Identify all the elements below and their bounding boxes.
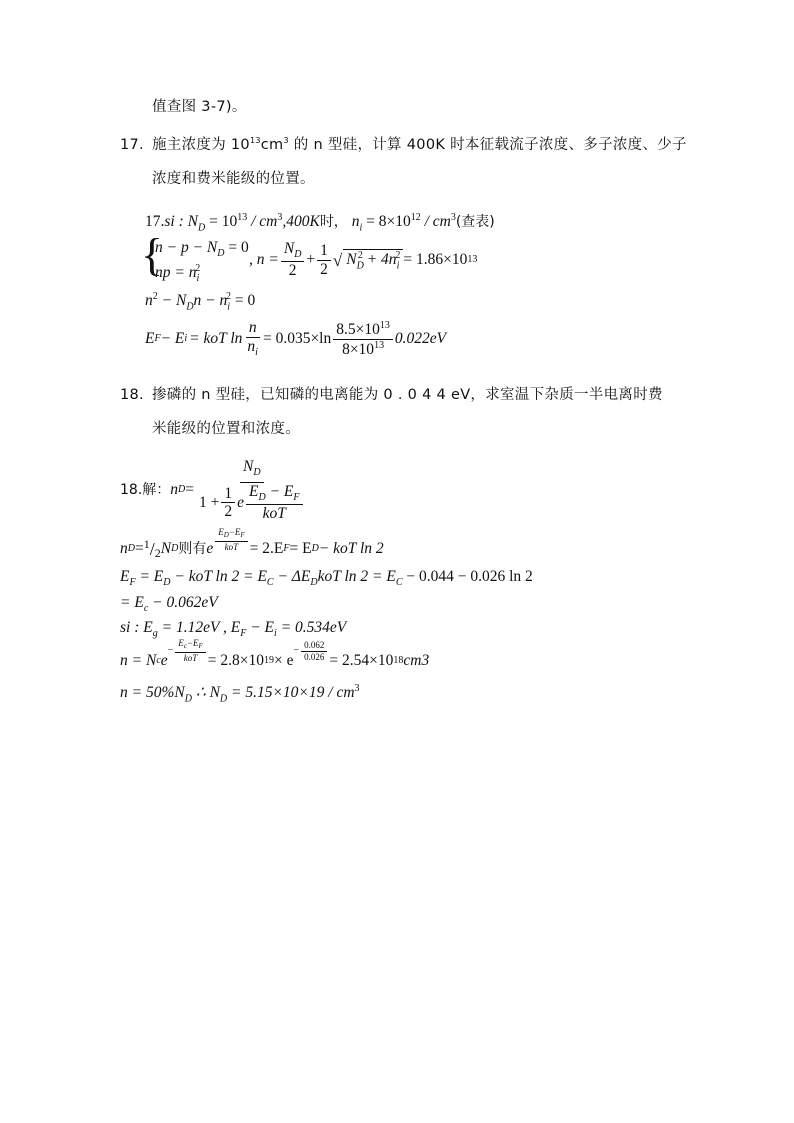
r5-h: = 2.54×10 [329,652,394,670]
sq-f: 2 [395,249,401,261]
r2-c: = E [135,568,164,585]
solution-17-line-1 [145,213,495,233]
sqrt-icon: √ [332,250,343,270]
sq-c: 2 [357,249,363,261]
r1-i: F [283,543,290,554]
solution-18-row-6 [120,684,360,704]
r5-cd: koT [183,653,198,664]
r1-f: 则有 [178,541,207,557]
s18-num: N [242,457,254,475]
q17-exp-1: 13 [249,136,261,146]
r4-d: = 1.12eV , E [157,619,241,636]
s17-lookup: (查表) [455,214,495,231]
r3-c: − 0.062eV [148,594,218,611]
sq-d: + 4n [362,251,397,269]
r2-g: − ΔE [273,568,311,585]
r5-cns: c [183,642,187,651]
sq-e: i [396,260,400,272]
s17-shi: 时， [319,214,348,231]
s18-e: e [237,493,245,511]
r5-a: n = N [120,652,157,670]
r6-d: D [219,693,228,705]
n-result: = 1.86×10 [403,251,468,269]
r2-i: koT ln 2 = E [317,568,396,585]
l3-h: = 0 [231,292,256,310]
frac-half [317,243,331,277]
s17-exp: 13 [237,212,248,223]
r5-exp-frac [175,639,205,664]
question-17-number: 17. [120,137,144,153]
s18-label: 18.解： [120,482,171,498]
system-eq-2 [155,264,200,284]
question-18-number: 18. [120,387,144,403]
r5-gd: 0.026 [304,651,325,662]
q17-exp-2: 3 [283,136,289,146]
s18-half-n: 1 [221,486,235,504]
s17-ni-exp: 12 [410,212,421,223]
r1-k: D [311,543,319,554]
s18-den-1: 1 + [199,493,220,511]
r3-b: c [143,603,149,615]
sys-b: np = n [155,264,197,282]
l4-a: E [145,330,155,348]
r5-exp2-frac [301,641,327,662]
s18-half-d: 2 [224,503,233,521]
r5-cn: E [178,637,184,648]
s17-nd: : N [174,213,198,231]
r5-b: c [156,655,161,666]
r5-exp [168,639,208,664]
r1-gns2: F [240,531,245,540]
l4-gde: 13 [374,339,385,351]
r5-cn2: −E [186,637,199,648]
slash-icon: / [149,539,155,559]
l3-e: n − n [193,292,228,310]
l4-b: F [154,333,161,344]
r4-h: = 0.534eV [276,619,347,636]
s18-ef: − E [265,482,294,500]
continued-line [120,90,700,124]
q17-text-2: cm [260,137,284,153]
s17-ni: n [351,213,360,231]
l4-gn: 8.5×10 [336,321,380,338]
r1-gn: E [218,526,224,537]
r4-e: F [240,628,247,640]
r2-b: F [129,577,136,589]
r2-f: C [266,577,274,589]
n-formula [249,240,477,280]
sys-b-sup: 2 [195,263,201,274]
solution-17-system [141,229,505,285]
q18-text-1: 掺磷的 n 型硅，已知磷的电离能为 0 . 0 4 4 eV，求室温下杂质一半电离时费 [152,387,663,403]
r6-a: n = 50%N [120,684,185,702]
s18-exp-frac [246,484,303,522]
solution-18-row-2 [120,569,533,588]
question-17-line-1 [120,128,700,162]
r2-h: D [310,577,318,589]
frac-n-ni [244,320,261,358]
solution-17-line-4 [145,318,446,360]
sq-b: D [356,260,364,272]
l3-f: i [227,301,231,313]
r1-d: N [160,540,172,558]
l4-f: = 0.035×ln [262,330,332,348]
r5-exp-minus: − [167,644,174,656]
r2-k: − 0.044 − 0.026 ln 2 [402,568,533,585]
s18-kot: koT [262,504,286,522]
s17-eq: = 10 [205,213,238,231]
solution-18-row-4 [120,620,346,639]
s17-nd-sub: D [197,222,206,234]
frac-ratio [333,321,393,357]
r4-a: si [120,619,131,636]
q17-text-1: 施主浓度为 10 [152,137,250,153]
l4-h: 0.022eV [394,330,447,348]
r1-half-d: 2 [154,546,161,560]
n-eq: , n = [249,251,279,269]
r1-c: = [134,540,144,558]
r2-d: D [163,577,171,589]
solution-18-row-3 [120,595,218,614]
r5-exp2-minus: − [293,645,300,656]
s17-label: 17. [145,213,165,231]
r5-c: e [160,652,168,670]
n-result-exp: 13 [467,254,478,265]
s17-ni-sub: i [359,222,363,234]
ionization-fraction [196,459,308,522]
r5-e: 19 [264,655,274,666]
r1-gn2: −E [228,526,241,537]
l4-gd: 8×10 [342,340,375,358]
question-17-line-2: 浓度和费米能级的位置。 [152,171,315,187]
r1-l: − koT ln 2 [318,540,384,558]
s17-unit: / cm [247,213,278,231]
s18-ef-sub: F [293,491,300,503]
sqrt-body [343,249,403,271]
continued-text: 值查图 3-7)。 [152,99,247,115]
question-17 [120,128,700,196]
r4-f: − E [246,619,275,636]
l4-gne: 13 [379,319,390,331]
l4-fd: n [247,337,256,355]
r1-h: = 2.E [249,540,284,558]
r1-e: D [171,543,179,554]
brace-icon: { [141,229,164,280]
l4-d: i [184,333,188,344]
s18-ed: E [249,482,259,500]
q17-text-3: 的 n 型硅，计算 400K 时本征载流子浓度、多子浓度、少子 [288,137,687,153]
half-den: 2 [320,260,328,278]
l3-g: 2 [226,291,232,302]
r4-g: i [274,628,277,640]
r6-e: = 5.15×10×19 / cm [227,684,355,702]
plus: + [306,251,316,269]
r5-gn: 0.062 [301,641,327,652]
s18-ed-sub: D [258,491,266,503]
r5-exp2 [294,641,330,662]
l3-a: n [145,292,153,310]
solution-18-row-5 [120,637,430,678]
r1-g: e [206,540,214,558]
r5-f: × e [274,652,294,670]
s18-num-sub: D [253,466,261,478]
half-num: 1 [317,243,331,261]
s17-ni-unit: / cm [420,213,451,231]
r1-gd: koT [224,542,239,553]
solution-18-header [120,456,310,524]
r2-e: − koT ln 2 = E [170,568,267,585]
sq-a: N [346,251,357,269]
r6-c: ∴ N [191,684,220,702]
l4-c: − E [160,330,185,348]
r1-half-n: 1 [143,537,150,551]
r4-c: g [152,628,158,640]
question-18-line-1 [120,378,700,412]
s18-eq: = [185,481,194,499]
frac-nd-2 [281,241,305,279]
l4-fds: i [255,346,258,358]
s18-half [221,486,235,520]
solution-18-row-1 [120,526,384,563]
s17-unit-exp: 3 [277,212,283,223]
r3-a: = E [120,594,144,611]
sys-a-sub: D [217,248,225,260]
l3-d: D [186,301,194,313]
l3-c: − N [157,292,187,310]
r6-f: 3 [354,683,360,694]
r2-a: E [120,568,130,585]
r1-j: = E [289,540,312,558]
r5-i: 18 [393,655,404,666]
sys-b-sub: i [196,273,200,285]
system-eq-1 [155,240,249,259]
frac-den: 2 [288,262,297,280]
r4-b: : E [130,619,153,636]
r5-j: cm3 [403,652,430,670]
s17-ni-unit-exp: 3 [450,212,456,223]
s18-nd-sub: D [178,484,186,495]
s17-temp: ,400K [282,213,320,231]
solution-17-line-3 [145,292,255,312]
l4-e: = koT ln [189,330,243,348]
l3-b: 2 [152,291,158,302]
r6-b: D [184,693,192,705]
question-18 [120,378,700,446]
question-18-line-2: 米能级的位置和浓度。 [152,421,300,437]
r1-b: D [127,543,135,554]
r2-j: C [395,577,403,589]
s18-nd: n [170,481,179,499]
r1-a: n [120,540,128,558]
r1-exp [215,528,247,553]
l4-fn: n [248,319,257,337]
frac-num: N [283,240,295,258]
s17-si: si [164,213,175,231]
sys-a: n − p − N [155,239,218,256]
s17-ni-val: = 8×10 [362,213,411,231]
r5-cns2: F [198,642,203,651]
frac-num-sub: D [294,249,302,261]
sys-a-end: = 0 [224,239,249,256]
r1-gns: D [223,531,229,540]
r5-d: = 2.8×10 [207,652,264,670]
